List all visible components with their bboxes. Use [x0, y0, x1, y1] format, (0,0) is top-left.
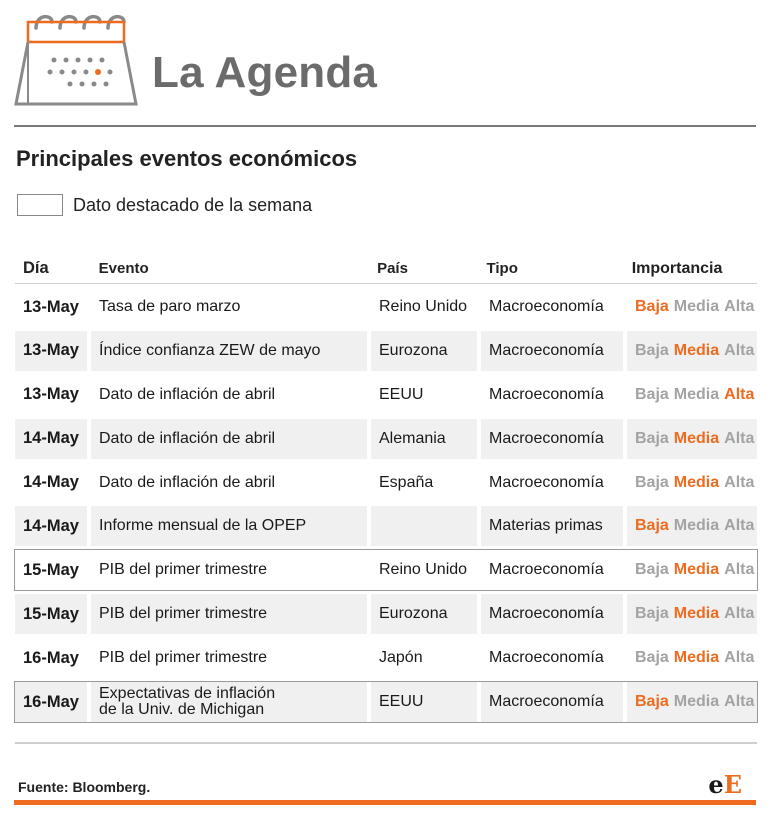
header-divider	[14, 125, 756, 127]
importance-alta: Alta	[724, 385, 755, 403]
events-table	[15, 254, 757, 722]
importance-media: Media	[673, 473, 720, 491]
cell-evento: PIB del primer trimestre	[99, 561, 268, 579]
cell-tipo: Macroeconomía	[481, 682, 623, 722]
cell-pais: Alemania	[371, 419, 477, 459]
importance-media: Media	[673, 517, 720, 535]
cell-tipo: Macroeconomía	[481, 594, 623, 634]
importance-baja: Baja	[635, 561, 669, 579]
cell-pais: Reino Unido	[379, 298, 468, 315]
table-body	[15, 287, 757, 722]
importance-media: Media	[673, 605, 720, 623]
importance-baja: Baja	[635, 298, 669, 315]
cell-importancia	[627, 506, 757, 546]
column-header-evento: Evento	[98, 259, 149, 277]
cell-dia: 16-May	[23, 648, 79, 667]
table-row	[15, 682, 757, 722]
cell-importancia	[627, 463, 757, 503]
header	[14, 10, 756, 118]
importance-media: Media	[673, 693, 720, 711]
cell-dia: 14-May	[15, 506, 87, 546]
cell-dia: 14-May	[15, 419, 87, 459]
cell-importancia	[627, 594, 757, 634]
table-header	[15, 254, 757, 284]
table-row	[15, 506, 757, 546]
cell-tipo: Macroeconomía	[481, 419, 623, 459]
table-bottom-rule	[15, 742, 757, 744]
table-row	[15, 594, 757, 634]
cell-tipo: Macroeconomía	[489, 298, 604, 315]
importance-baja: Baja	[635, 429, 669, 447]
cell-evento: Dato de inflación de abril	[91, 419, 367, 459]
importance-baja: Baja	[635, 649, 669, 667]
column-header-dia: Día	[23, 259, 49, 277]
cell-tipo: Macroeconomía	[489, 385, 604, 403]
cell-importancia	[627, 638, 757, 678]
table-row	[15, 287, 757, 327]
table-row	[15, 375, 757, 415]
importance-baja: Baja	[635, 473, 669, 491]
cell-importancia	[627, 682, 757, 722]
cell-pais: Eurozona	[371, 331, 477, 371]
publisher-logo	[708, 770, 742, 799]
section-subtitle: Principales eventos económicos	[16, 146, 358, 171]
importance-alta: Alta	[724, 341, 755, 359]
cell-evento: Tasa de paro marzo	[99, 298, 241, 315]
cell-dia: 13-May	[23, 297, 79, 316]
cell-pais: Eurozona	[371, 594, 477, 634]
logo-E: E	[723, 770, 742, 799]
cell-importancia	[627, 375, 757, 415]
footer-accent-bar	[14, 800, 756, 805]
legend-label: Dato destacado de la semana	[73, 194, 313, 215]
cell-dia: 15-May	[15, 594, 87, 634]
importance-media: Media	[673, 649, 720, 667]
importance-media: Media	[673, 341, 720, 359]
importance-baja: Baja	[635, 693, 669, 711]
importance-alta: Alta	[724, 298, 755, 315]
importance-alta: Alta	[724, 473, 755, 491]
logo-e: e	[708, 770, 724, 799]
cell-pais	[371, 506, 477, 546]
cell-pais: Reino Unido	[379, 561, 468, 579]
importance-alta: Alta	[724, 517, 755, 535]
importance-media: Media	[673, 561, 720, 579]
column-header-pais: País	[377, 260, 408, 277]
cell-evento: Dato de inflación de abril	[99, 385, 276, 403]
column-header-tipo: Tipo	[486, 260, 518, 277]
cell-tipo: Macroeconomía	[489, 649, 604, 667]
cell-tipo: Macroeconomía	[489, 561, 604, 579]
importance-alta: Alta	[724, 429, 755, 447]
cell-tipo: Macroeconomía	[481, 331, 623, 371]
cell-dia: 16-May	[15, 682, 87, 722]
cell-evento: PIB del primer trimestre	[99, 649, 268, 667]
legend	[17, 194, 312, 216]
cell-tipo: Macroeconomía	[489, 473, 604, 491]
cell-pais: Japón	[379, 649, 423, 667]
cell-importancia	[627, 331, 757, 371]
importance-baja: Baja	[635, 517, 669, 535]
cell-evento-line: Expectativas de inflación	[99, 685, 276, 703]
table-row	[15, 463, 757, 503]
cell-importancia	[627, 419, 757, 459]
page-title: La Agenda	[152, 48, 378, 97]
column-header-importancia: Importancia	[631, 259, 723, 277]
cell-dia: 15-May	[23, 560, 79, 579]
table-row	[15, 419, 757, 459]
cell-importancia	[627, 550, 757, 590]
table-row	[15, 331, 757, 371]
table-row	[15, 550, 757, 590]
cell-tipo: Materias primas	[481, 506, 623, 546]
legend-swatch	[17, 194, 63, 216]
importance-alta: Alta	[724, 561, 755, 579]
table-row	[15, 638, 757, 678]
importance-media: Media	[673, 429, 720, 447]
cell-dia: 13-May	[15, 331, 87, 371]
importance-baja: Baja	[635, 605, 669, 623]
importance-alta: Alta	[724, 605, 755, 623]
cell-dia: 14-May	[23, 473, 79, 492]
cell-evento: PIB del primer trimestre	[91, 594, 367, 634]
cell-evento: Índice confianza ZEW de mayo	[91, 331, 367, 371]
cell-dia: 13-May	[23, 385, 79, 404]
calendar-icon	[14, 10, 138, 110]
cell-evento-line: de la Univ. de Michigan	[99, 701, 265, 719]
importance-media: Media	[673, 385, 720, 403]
importance-media: Media	[673, 298, 720, 315]
cell-pais: EEUU	[379, 385, 424, 403]
cell-pais: EEUU	[371, 682, 477, 722]
cell-pais: España	[379, 473, 434, 491]
importance-baja: Baja	[635, 341, 669, 359]
importance-baja: Baja	[635, 385, 669, 403]
cell-evento: Informe mensual de la OPEP	[91, 506, 367, 546]
cell-importancia	[627, 287, 757, 327]
importance-alta: Alta	[724, 649, 755, 667]
cell-evento: Dato de inflación de abril	[99, 473, 276, 491]
source-note: Fuente: Bloomberg.	[18, 779, 151, 795]
cell-evento	[91, 682, 367, 722]
importance-alta: Alta	[724, 693, 755, 711]
